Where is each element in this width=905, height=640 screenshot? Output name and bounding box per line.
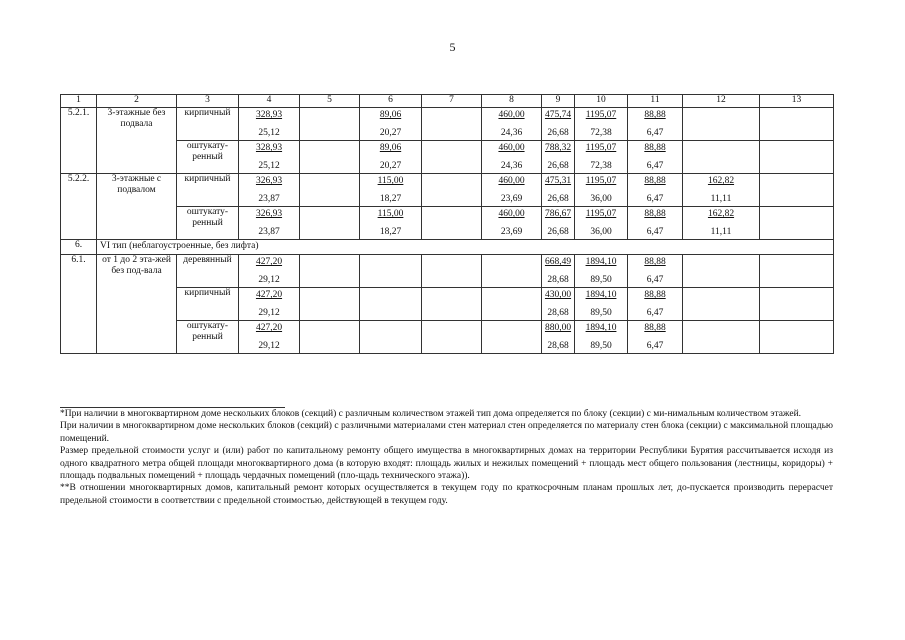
- value-cell: [628, 141, 683, 174]
- value-cell: [683, 108, 760, 141]
- empty-cell: [300, 174, 360, 207]
- empty-cell: [760, 255, 834, 288]
- value-cell: [542, 255, 575, 288]
- share-value: 72,38: [590, 128, 612, 138]
- value-cell: [239, 108, 300, 141]
- empty-cell: [360, 288, 422, 321]
- value-cell: [542, 141, 575, 174]
- value-cell: [628, 321, 683, 354]
- share-value: 18,27: [379, 194, 402, 204]
- value-cell: [542, 321, 575, 354]
- empty-cell: [422, 207, 482, 240]
- empty-cell: [422, 141, 482, 174]
- value-cell: [239, 288, 300, 321]
- empty-cell: [760, 207, 834, 240]
- price-value: 460,00: [498, 143, 525, 153]
- footnote: При наличии в многоквартирном доме нескольких блоков (секций) с различными материалами стен материал стен определяется по материалу стен блока (секции) с максимальной площадью помещений.: [60, 421, 833, 444]
- column-header-row: [61, 95, 834, 108]
- share-value: 72,38: [590, 161, 612, 171]
- building-type: 3-этажные без подвала: [97, 108, 177, 174]
- share-value: 26,68: [547, 194, 569, 204]
- footnotes: [60, 408, 833, 507]
- wall-material: оштукату-ренный: [177, 207, 239, 240]
- empty-cell: [760, 288, 834, 321]
- empty-cell: [360, 321, 422, 354]
- empty-cell: [683, 255, 760, 288]
- table-row: [61, 288, 834, 321]
- empty-cell: [360, 255, 422, 288]
- empty-cell: [422, 255, 482, 288]
- share-value: 26,68: [547, 161, 569, 171]
- price-value: 1894,10: [585, 257, 617, 267]
- price-value: 427,20: [255, 257, 283, 267]
- value-cell: [239, 141, 300, 174]
- price-value: 115,00: [377, 176, 404, 186]
- price-value: 328,93: [255, 143, 283, 153]
- building-type: от 1 до 2 эта-жей без под-вала: [97, 255, 177, 354]
- price-value: 88,88: [644, 176, 666, 186]
- row-number: 6.: [61, 240, 97, 255]
- value-cell: [239, 255, 300, 288]
- column-number: 6: [360, 95, 422, 108]
- empty-cell: [422, 288, 482, 321]
- value-cell: [542, 288, 575, 321]
- price-value: 668,49: [544, 257, 572, 267]
- wall-material: кирпичный: [177, 174, 239, 207]
- column-number: 11: [628, 95, 683, 108]
- share-value: 23,87: [258, 227, 280, 237]
- page-number: 5: [449, 40, 456, 54]
- value-cell: [575, 321, 628, 354]
- value-cell: [628, 255, 683, 288]
- empty-cell: [422, 108, 482, 141]
- column-number: 8: [482, 95, 542, 108]
- price-value: 460,00: [498, 209, 525, 219]
- price-value: 88,88: [644, 290, 666, 300]
- empty-cell: [760, 174, 834, 207]
- value-cell: [482, 207, 542, 240]
- value-cell: [575, 174, 628, 207]
- price-value: 1195,07: [585, 209, 617, 219]
- value-cell: [239, 207, 300, 240]
- value-cell: [482, 108, 542, 141]
- empty-cell: [482, 255, 542, 288]
- price-value: 1195,07: [585, 110, 617, 120]
- value-cell: [239, 174, 300, 207]
- price-value: 326,93: [255, 209, 283, 219]
- value-cell: [683, 174, 760, 207]
- section-title: VI тип (неблагоустроенные, без лифта): [97, 240, 834, 255]
- value-cell: [575, 255, 628, 288]
- price-value: 115,00: [377, 209, 404, 219]
- value-cell: [482, 174, 542, 207]
- empty-cell: [300, 321, 360, 354]
- column-number: 3: [177, 95, 239, 108]
- empty-cell: [760, 141, 834, 174]
- column-number: 7: [422, 95, 482, 108]
- share-value: 29,12: [258, 275, 280, 285]
- wall-material: деревянный: [177, 255, 239, 288]
- value-cell: [360, 174, 422, 207]
- share-value: 25,12: [258, 161, 280, 171]
- row-number: 5.2.2.: [61, 174, 97, 240]
- column-number: 2: [97, 95, 177, 108]
- share-value: 23,69: [500, 194, 523, 204]
- column-number: 13: [760, 95, 834, 108]
- share-value: 29,12: [258, 341, 280, 351]
- empty-cell: [482, 321, 542, 354]
- column-number: 10: [575, 95, 628, 108]
- price-value: 880,00: [544, 323, 572, 333]
- price-value: 475,31: [544, 176, 572, 186]
- value-cell: [683, 141, 760, 174]
- price-value: 326,93: [255, 176, 283, 186]
- column-number: 1: [61, 95, 97, 108]
- wall-material: кирпичный: [177, 108, 239, 141]
- price-value: 88,88: [644, 323, 666, 333]
- empty-cell: [300, 207, 360, 240]
- share-value: 24,36: [500, 128, 523, 138]
- cost-table: [60, 94, 834, 354]
- share-value: 6,47: [646, 308, 664, 318]
- price-value: 427,20: [255, 290, 283, 300]
- price-value: 88,88: [644, 143, 666, 153]
- price-value: 430,00: [544, 290, 572, 300]
- table-row: [61, 321, 834, 354]
- table-row: [61, 207, 834, 240]
- empty-cell: [300, 141, 360, 174]
- row-number: 6.1.: [61, 255, 97, 354]
- share-value: 20,27: [379, 128, 402, 138]
- value-cell: [360, 108, 422, 141]
- share-value: 89,50: [590, 308, 612, 318]
- share-value: 89,50: [590, 275, 612, 285]
- price-value: 460,00: [498, 176, 525, 186]
- share-value: 25,12: [258, 128, 280, 138]
- share-value: 28,68: [547, 308, 569, 318]
- share-value: 28,68: [547, 275, 569, 285]
- share-value: 18,27: [379, 227, 402, 237]
- row-number: 5.2.1.: [61, 108, 97, 174]
- price-value: 162,82: [707, 209, 735, 219]
- price-value: 88,88: [644, 257, 666, 267]
- price-value: 786,67: [544, 209, 572, 219]
- empty-cell: [760, 108, 834, 141]
- value-cell: [482, 141, 542, 174]
- share-value: 23,69: [500, 227, 523, 237]
- price-value: 475,74: [544, 110, 572, 120]
- share-value: 6,47: [646, 341, 664, 351]
- section-row: [61, 240, 834, 255]
- value-cell: [360, 207, 422, 240]
- share-value: 26,68: [547, 128, 569, 138]
- share-value: 26,68: [547, 227, 569, 237]
- price-value: 1894,10: [585, 323, 617, 333]
- share-value: 23,87: [258, 194, 280, 204]
- price-value: 88,88: [644, 209, 666, 219]
- wall-material: кирпичный: [177, 288, 239, 321]
- empty-cell: [760, 321, 834, 354]
- share-value: 6,47: [646, 128, 664, 138]
- share-value: 11,11: [710, 227, 732, 237]
- empty-cell: [300, 255, 360, 288]
- empty-cell: [683, 288, 760, 321]
- value-cell: [575, 141, 628, 174]
- table-row: [61, 108, 834, 141]
- table-row: [61, 141, 834, 174]
- value-cell: [628, 207, 683, 240]
- price-value: 89,06: [379, 110, 402, 120]
- share-value: 6,47: [646, 227, 664, 237]
- column-number: 9: [542, 95, 575, 108]
- share-value: 20,27: [379, 161, 402, 171]
- price-value: 88,88: [644, 110, 666, 120]
- price-value: 1894,10: [585, 290, 617, 300]
- share-value: 24,36: [500, 161, 523, 171]
- price-value: 427,20: [255, 323, 283, 333]
- empty-cell: [422, 321, 482, 354]
- value-cell: [542, 207, 575, 240]
- share-value: 36,00: [590, 227, 612, 237]
- value-cell: [628, 288, 683, 321]
- footnote: *При наличии в многоквартирном доме нескольких блоков (секций) с различным количеством этажей тип дома определяется по блоку (секции) с ми-нимальным количеством этажей.: [60, 409, 802, 419]
- footnote: Размер предельной стоимости услуг и (или) работ по капитальному ремонту общего имущества в многоквартирных домах на территории Республики Бурятия рассчитывается исходя из одного квадратного метра общей площади многоквартирного дома (в которую входят: площадь жилых и нежилых помещений + площадь мест общего пользования (лестницы, коридоры) + площадь подвальных помещений + площадь чердачных помещений (пло-щадь технического этажа)).: [60, 446, 833, 482]
- column-number: 12: [683, 95, 760, 108]
- wall-material: оштукату-ренный: [177, 141, 239, 174]
- value-cell: [360, 141, 422, 174]
- value-cell: [575, 207, 628, 240]
- empty-cell: [482, 288, 542, 321]
- price-value: 788,32: [544, 143, 572, 153]
- column-number: 5: [300, 95, 360, 108]
- value-cell: [628, 108, 683, 141]
- wall-material: оштукату-ренный: [177, 321, 239, 354]
- share-value: 29,12: [258, 308, 280, 318]
- price-value: 162,82: [707, 176, 735, 186]
- table-row: [61, 255, 834, 288]
- value-cell: [683, 207, 760, 240]
- value-cell: [575, 108, 628, 141]
- price-value: 1195,07: [585, 176, 617, 186]
- share-value: 6,47: [646, 194, 664, 204]
- value-cell: [575, 288, 628, 321]
- share-value: 89,50: [590, 341, 612, 351]
- share-value: 11,11: [710, 194, 732, 204]
- building-type: 3-этажные с подвалом: [97, 174, 177, 240]
- price-value: 89,06: [379, 143, 402, 153]
- share-value: 6,47: [646, 161, 664, 171]
- price-value: 460,00: [498, 110, 525, 120]
- table-row: [61, 174, 834, 207]
- share-value: 28,68: [547, 341, 569, 351]
- price-value: 1195,07: [585, 143, 617, 153]
- value-cell: [542, 108, 575, 141]
- price-value: 328,93: [255, 110, 283, 120]
- empty-cell: [422, 174, 482, 207]
- empty-cell: [300, 108, 360, 141]
- column-number: 4: [239, 95, 300, 108]
- value-cell: [628, 174, 683, 207]
- footnote: **В отношении многоквартирных домов, капитальный ремонт которых осуществляется в текущем году по краткосрочным планам прошлых лет, до-пускается производить перерасчет предельной стоимости в соответствии с предельной стоимостью, действующей в текущем году.: [60, 483, 833, 506]
- empty-cell: [300, 288, 360, 321]
- value-cell: [239, 321, 300, 354]
- share-value: 6,47: [646, 275, 664, 285]
- empty-cell: [683, 321, 760, 354]
- value-cell: [542, 174, 575, 207]
- share-value: 36,00: [590, 194, 612, 204]
